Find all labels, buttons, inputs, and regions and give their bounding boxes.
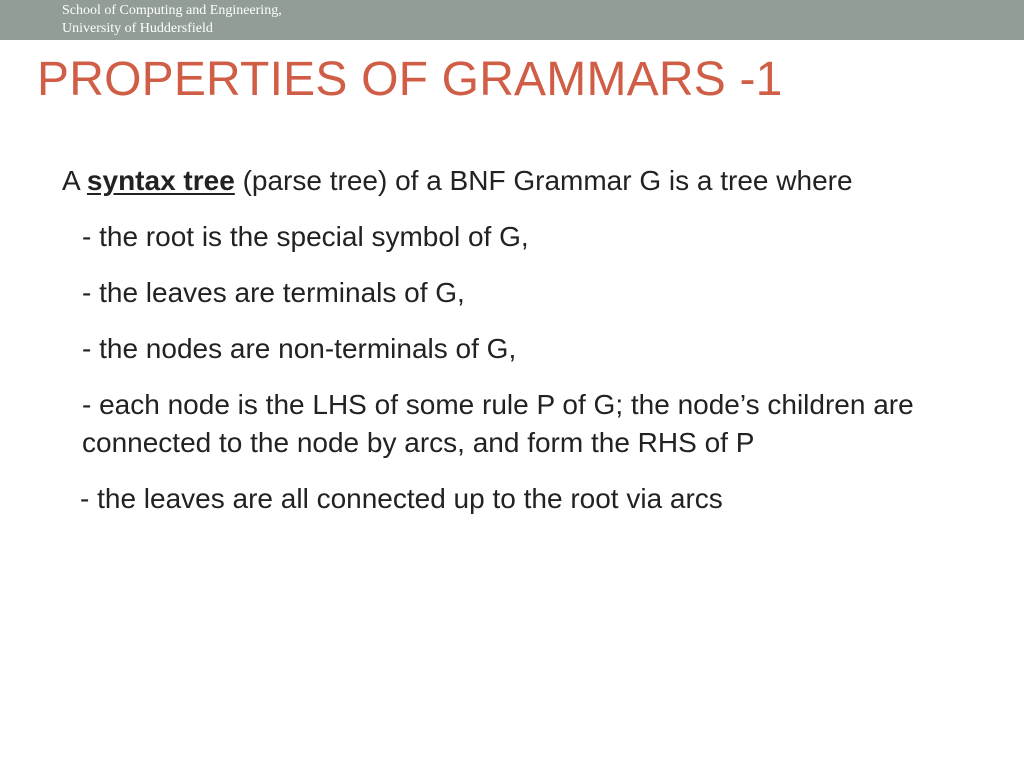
institution-header — [62, 2, 282, 38]
bullet-root: - the root is the special symbol of G, — [82, 221, 529, 252]
syntax-tree-term: syntax tree — [86, 165, 235, 196]
intro-paragraph — [62, 162, 962, 200]
bullet-leaves-terminals: - the leaves are terminals of G, — [82, 277, 465, 308]
header-line-university: University of Huddersfield — [62, 21, 213, 36]
slide-title: PROPERTIES OF GRAMMARS -1 — [37, 53, 783, 106]
bullet-leaves-connected: - the leaves are all connected up to the root via arcs — [80, 483, 723, 514]
intro-suffix: (parse tree) of a BNF Grammar G is a tree where — [234, 165, 853, 196]
bullet-nodes-nonterminals: - the nodes are non-terminals of G, — [82, 333, 517, 364]
bullet-node-lhs: - each node is the LHS of some rule P of G; the node’s children are connected to the node by arcs, and form the RHS of P — [82, 389, 914, 458]
intro-prefix: A — [62, 165, 87, 196]
header-line-school: School of Computing and Engineering, — [62, 3, 282, 18]
slide-body — [62, 162, 962, 536]
header-bar — [0, 0, 1024, 40]
